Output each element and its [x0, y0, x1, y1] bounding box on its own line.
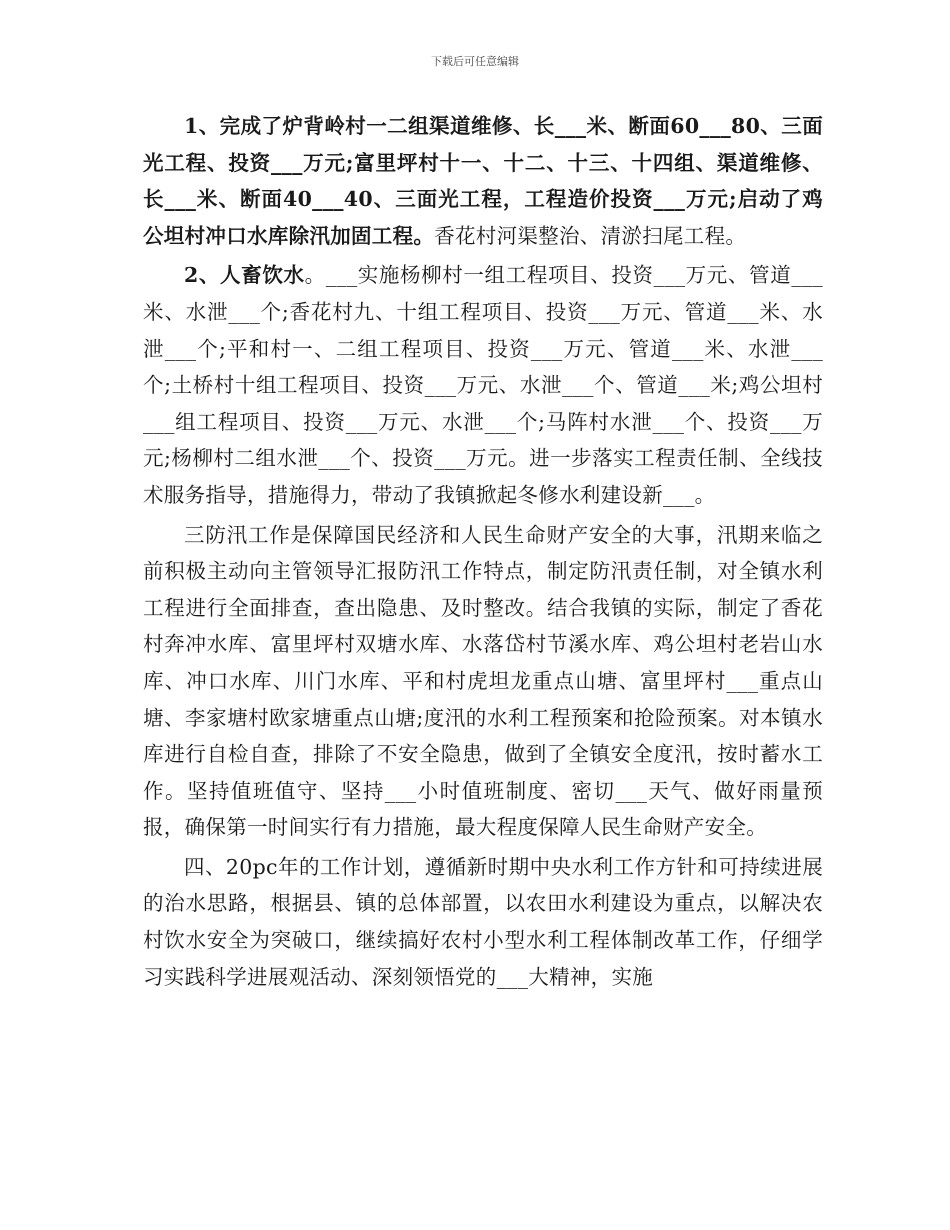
paragraph-2-bold: 2、人畜饮水 [184, 263, 305, 288]
paragraph-2-text: 。___实施杨柳村一组工程项目、投资___万元、管道___米、水泄___个;香花村九、十组工程项目、投资___万元、管道___米、水泄___个;平和村一、二组工程项目、投资___万元、管道___米、水泄___个;土桥村十组工程项目、投资___万元、水泄___个、管道___米;鸡公坦村___组工程项目、投资___万元、水泄___个;马阵村水泄___个、投资___万元;杨柳村二组水泄___个、投资___万元。进一步落实工程责任制、全线技术服务指导，措施得力，带动了我镇掀起冬修水利建设新___。 [143, 263, 823, 507]
paragraph-1-text: 香花村河渠整治、清淤扫尾工程。 [434, 223, 747, 248]
paragraph-2 [143, 257, 823, 513]
paragraph-1-bold: 1、完成了炉背岭村一二组渠道维修、长___米、断面60___80、三面光工程、投资___万元;富里坪村十一、十二、十三、十四组、渠道维修、长___米、断面40___40、三面光工程，工程造价投资___万元;启动了鸡公坦村冲口水库除汛加固工程。 [143, 114, 823, 248]
paragraph-3-text: 三防汛工作是保障国民经济和人民生命财产安全的大事，汛期来临之前积极主动向主管领导汇报防汛工作特点，制定防汛责任制，对全镇水利工程进行全面排查，查出隐患、及时整改。结合我镇的实际，制定了香花村奔冲水库、富里坪村双塘水库、水落岱村节溪水库、鸡公坦村老岩山水库、冲口水库、川门水库、平和村虎坦龙重点山塘、富里坪村___重点山塘、李家塘村欧家塘重点山塘;度汛的水利工程预案和抢险预案。对本镇水库进行自检自查，排除了不安全隐患，做到了全镇安全度汛，按时蓄水工作。坚持值班值守、坚持___小时值班制度、密切___天气、做好雨量预报，确保第一时间实行有力措施，最大程度保障人民生命财产安全。 [143, 522, 823, 840]
paragraph-4-text: 四、20pc年的工作计划，遵循新时期中央水利工作方针和可持续进展的治水思路，根据县、镇的总体部置，以农田水利建设为重点，以解决农村饮水安全为突破口，继续搞好农村小型水利工程体制改革工作，仔细学习实践科学进展观活动、深刻领悟党的___大精神，实施 [143, 854, 823, 989]
page-header: 下载后可任意编辑 [431, 55, 519, 68]
document-body [143, 108, 823, 998]
paragraph-4 [143, 849, 823, 995]
paragraph-3 [143, 517, 823, 846]
paragraph-1 [143, 108, 823, 254]
